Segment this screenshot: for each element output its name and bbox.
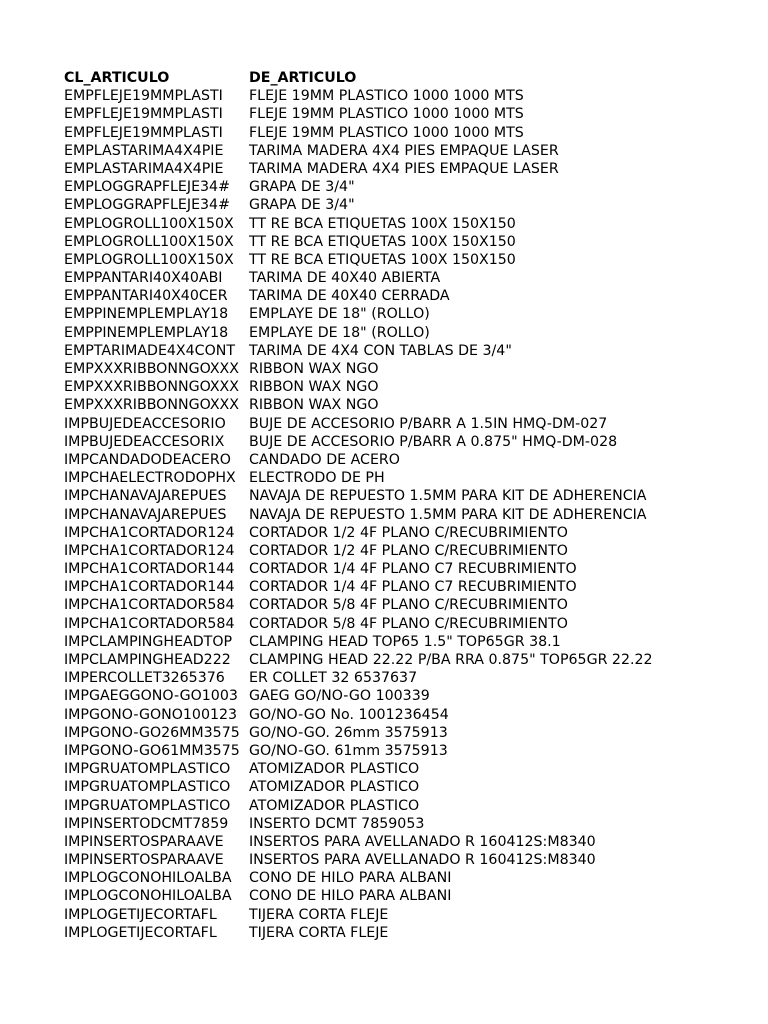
article-code: IMPGONO-GO61MM3575 bbox=[64, 742, 240, 759]
article-description: GO/NO-GO. 26mm 3575913 bbox=[249, 724, 448, 741]
list-item bbox=[64, 324, 653, 342]
article-code: EMPLOGROLL100X150X bbox=[64, 233, 234, 250]
list-item bbox=[64, 706, 653, 724]
article-description: TARIMA MADERA 4X4 PIES EMPAQUE LASER bbox=[249, 142, 559, 159]
article-description: RIBBON WAX NGO bbox=[249, 397, 379, 414]
article-code: IMPGONO-GONO100123 bbox=[64, 706, 238, 723]
list-item bbox=[64, 378, 653, 396]
article-code: IMPCHA1CORTADOR124 bbox=[64, 542, 235, 559]
article-description: TT RE BCA ETIQUETAS 100X 150X150 bbox=[249, 233, 516, 250]
article-description: CORTADOR 5/8 4F PLANO C/RECUBRIMIENTO bbox=[249, 615, 568, 632]
article-code: EMPPANTARI40X40ABI bbox=[64, 270, 223, 287]
list-item bbox=[64, 724, 653, 742]
list-item bbox=[64, 451, 653, 469]
list-item bbox=[64, 687, 653, 705]
list-item bbox=[64, 124, 653, 142]
article-description: TARIMA DE 4X4 CON TABLAS DE 3/4" bbox=[249, 342, 512, 359]
article-description: TARIMA MADERA 4X4 PIES EMPAQUE LASER bbox=[249, 160, 559, 177]
article-description: BUJE DE ACCESORIO P/BARR A 1.5IN HMQ-DM-027 bbox=[249, 415, 608, 432]
article-description: CANDADO DE ACERO bbox=[249, 451, 400, 468]
list-item bbox=[64, 233, 653, 251]
article-code: IMPERCOLLET3265376 bbox=[64, 670, 225, 687]
article-code: IMPGAEGGONO-GO1003 bbox=[64, 688, 238, 705]
article-code: IMPCHA1CORTADOR124 bbox=[64, 524, 235, 541]
article-code: EMPFLEJE19MMPLASTI bbox=[64, 88, 223, 105]
article-code: IMPCHA1CORTADOR144 bbox=[64, 579, 235, 596]
article-description: ATOMIZADOR PLASTICO bbox=[249, 797, 420, 814]
article-description: EMPLAYE DE 18" (ROLLO) bbox=[249, 306, 430, 323]
article-code: EMPLASTARIMA4X4PIE bbox=[64, 160, 224, 177]
header-row bbox=[64, 69, 653, 87]
article-description: NAVAJA DE REPUESTO 1.5MM PARA KIT DE ADHERENCIA bbox=[249, 506, 647, 523]
article-code: EMPLASTARIMA4X4PIE bbox=[64, 142, 224, 159]
article-code: EMPLOGROLL100X150X bbox=[64, 215, 234, 232]
list-item bbox=[64, 360, 653, 378]
article-code: IMPCHANAVAJAREPUES bbox=[64, 488, 227, 505]
article-description: GO/NO-GO. 61mm 3575913 bbox=[249, 742, 448, 759]
list-item bbox=[64, 87, 653, 105]
list-item bbox=[64, 215, 653, 233]
article-description: GAEG GO/NO-GO 100339 bbox=[249, 688, 430, 705]
article-description: CORTADOR 1/2 4F PLANO C/RECUBRIMIENTO bbox=[249, 524, 568, 541]
article-code: IMPINSERTOSPARAAVE bbox=[64, 833, 224, 850]
article-code: IMPINSERTOSPARAAVE bbox=[64, 852, 224, 869]
list-item bbox=[64, 669, 653, 687]
article-code: IMPCHA1CORTADOR584 bbox=[64, 615, 235, 632]
article-description: TT RE BCA ETIQUETAS 100X 150X150 bbox=[249, 215, 516, 232]
list-item bbox=[64, 305, 653, 323]
article-description: CORTADOR 1/4 4F PLANO C7 RECUBRIMIENTO bbox=[249, 561, 577, 578]
list-item bbox=[64, 924, 653, 942]
article-description: NAVAJA DE REPUESTO 1.5MM PARA KIT DE ADHERENCIA bbox=[249, 488, 647, 505]
article-code: EMPLOGROLL100X150X bbox=[64, 251, 234, 268]
article-code: EMPFLEJE19MMPLASTI bbox=[64, 124, 223, 141]
article-description: INSERTOS PARA AVELLANADO R 160412S:M8340 bbox=[249, 852, 596, 869]
list-item bbox=[64, 596, 653, 614]
list-item bbox=[64, 815, 653, 833]
list-item bbox=[64, 651, 653, 669]
article-code: EMPPANTARI40X40CER bbox=[64, 288, 228, 305]
list-item bbox=[64, 487, 653, 505]
list-item bbox=[64, 251, 653, 269]
article-description: FLEJE 19MM PLASTICO 1000 1000 MTS bbox=[249, 106, 524, 123]
list-item bbox=[64, 415, 653, 433]
article-code: EMPFLEJE19MMPLASTI bbox=[64, 106, 223, 123]
article-code: IMPBUJEDEACCESORIX bbox=[64, 433, 225, 450]
article-description: TIJERA CORTA FLEJE bbox=[249, 906, 389, 923]
article-description: EMPLAYE DE 18" (ROLLO) bbox=[249, 324, 430, 341]
column-header-description: DE_ARTICULO bbox=[249, 70, 357, 86]
article-code: EMPXXXRIBBONNGOXXX bbox=[64, 361, 239, 377]
article-description: INSERTOS PARA AVELLANADO R 160412S:M8340 bbox=[249, 833, 596, 850]
article-description: ATOMIZADOR PLASTICO bbox=[249, 779, 420, 796]
article-code: EMPPINEMPLEMPLAY18 bbox=[64, 306, 229, 323]
article-code: IMPGRUATOMPLASTICO bbox=[64, 761, 231, 778]
article-description: CORTADOR 1/4 4F PLANO C7 RECUBRIMIENTO bbox=[249, 579, 577, 596]
list-item bbox=[64, 469, 653, 487]
list-item bbox=[64, 887, 653, 905]
list-item bbox=[64, 633, 653, 651]
list-item bbox=[64, 615, 653, 633]
article-code: IMPCANDADODEACERO bbox=[64, 451, 231, 468]
list-item bbox=[64, 542, 653, 560]
article-description: TT RE BCA ETIQUETAS 100X 150X150 bbox=[249, 251, 516, 268]
article-description: INSERTO DCMT 7859053 bbox=[249, 815, 425, 832]
list-item bbox=[64, 851, 653, 869]
article-code: EMPXXXRIBBONNGOXXX bbox=[64, 379, 239, 396]
article-description: CLAMPING HEAD 22.22 P/BA RRA 0.875" TOP65GR 22.22 bbox=[249, 652, 653, 668]
list-item bbox=[64, 524, 653, 542]
list-item bbox=[64, 342, 653, 360]
article-code: IMPGRUATOMPLASTICO bbox=[64, 779, 231, 796]
list-item bbox=[64, 560, 653, 578]
article-description: ELECTRODO DE PH bbox=[249, 470, 385, 487]
article-code: EMPTARIMADE4X4CONT bbox=[64, 342, 236, 359]
article-code: IMPCHA1CORTADOR584 bbox=[64, 597, 235, 614]
article-code: IMPLOGCONOHILOALBA bbox=[64, 888, 232, 905]
article-description: TIJERA CORTA FLEJE bbox=[249, 924, 389, 941]
article-code: EMPLOGGRAPFLEJE34# bbox=[64, 179, 230, 196]
list-item bbox=[64, 105, 653, 123]
article-code: IMPCHAELECTRODOPHX bbox=[64, 470, 236, 487]
article-description: FLEJE 19MM PLASTICO 1000 1000 MTS bbox=[249, 124, 524, 141]
article-description: TARIMA DE 40X40 CERRADA bbox=[249, 288, 450, 305]
article-code: IMPLOGETIJECORTAFL bbox=[64, 924, 217, 941]
article-rows bbox=[64, 87, 653, 942]
article-code: EMPLOGGRAPFLEJE34# bbox=[64, 197, 230, 214]
article-code: EMPPINEMPLEMPLAY18 bbox=[64, 324, 229, 341]
column-header-code: CL_ARTICULO bbox=[64, 70, 170, 86]
article-description: BUJE DE ACCESORIO P/BARR A 0.875" HMQ-DM-028 bbox=[249, 433, 618, 450]
article-code: IMPCLAMPINGHEADTOP bbox=[64, 633, 233, 650]
list-item bbox=[64, 269, 653, 287]
article-code: IMPGRUATOMPLASTICO bbox=[64, 797, 231, 814]
list-item bbox=[64, 869, 653, 887]
article-code: IMPBUJEDEACCESORIO bbox=[64, 415, 226, 432]
article-description: RIBBON WAX NGO bbox=[249, 361, 379, 377]
article-code: IMPLOGETIJECORTAFL bbox=[64, 906, 217, 923]
article-description: TARIMA DE 40X40 ABIERTA bbox=[249, 270, 441, 287]
list-item bbox=[64, 578, 653, 596]
article-description: CORTADOR 1/2 4F PLANO C/RECUBRIMIENTO bbox=[249, 542, 568, 559]
article-description: GRAPA DE 3/4" bbox=[249, 179, 355, 196]
article-listing bbox=[64, 69, 653, 942]
article-description: ATOMIZADOR PLASTICO bbox=[249, 761, 420, 778]
article-description: CONO DE HILO PARA ALBANI bbox=[249, 888, 452, 905]
list-item bbox=[64, 506, 653, 524]
list-item bbox=[64, 433, 653, 451]
list-item bbox=[64, 142, 653, 160]
list-item bbox=[64, 196, 653, 214]
article-description: CORTADOR 5/8 4F PLANO C/RECUBRIMIENTO bbox=[249, 597, 568, 614]
list-item bbox=[64, 178, 653, 196]
article-description: FLEJE 19MM PLASTICO 1000 1000 MTS bbox=[249, 88, 524, 105]
list-item bbox=[64, 742, 653, 760]
article-code: IMPGONO-GO26MM3575 bbox=[64, 724, 240, 741]
article-description: GRAPA DE 3/4" bbox=[249, 197, 355, 214]
article-description: ER COLLET 32 6537637 bbox=[249, 670, 418, 687]
article-description: CLAMPING HEAD TOP65 1.5" TOP65GR 38.1 bbox=[249, 633, 561, 650]
article-code: IMPCLAMPINGHEAD222 bbox=[64, 652, 231, 668]
list-item bbox=[64, 760, 653, 778]
article-description: CONO DE HILO PARA ALBANI bbox=[249, 870, 452, 887]
list-item bbox=[64, 797, 653, 815]
article-code: IMPINSERTODCMT7859 bbox=[64, 815, 229, 832]
list-item bbox=[64, 833, 653, 851]
list-item bbox=[64, 778, 653, 796]
article-description: RIBBON WAX NGO bbox=[249, 379, 379, 396]
list-item bbox=[64, 906, 653, 924]
article-description: GO/NO-GO No. 1001236454 bbox=[249, 706, 449, 723]
article-code: IMPCHANAVAJAREPUES bbox=[64, 506, 227, 523]
article-code: IMPCHA1CORTADOR144 bbox=[64, 561, 235, 578]
article-code: EMPXXXRIBBONNGOXXX bbox=[64, 397, 239, 414]
list-item bbox=[64, 160, 653, 178]
list-item bbox=[64, 287, 653, 305]
list-item bbox=[64, 396, 653, 414]
article-code: IMPLOGCONOHILOALBA bbox=[64, 870, 232, 887]
